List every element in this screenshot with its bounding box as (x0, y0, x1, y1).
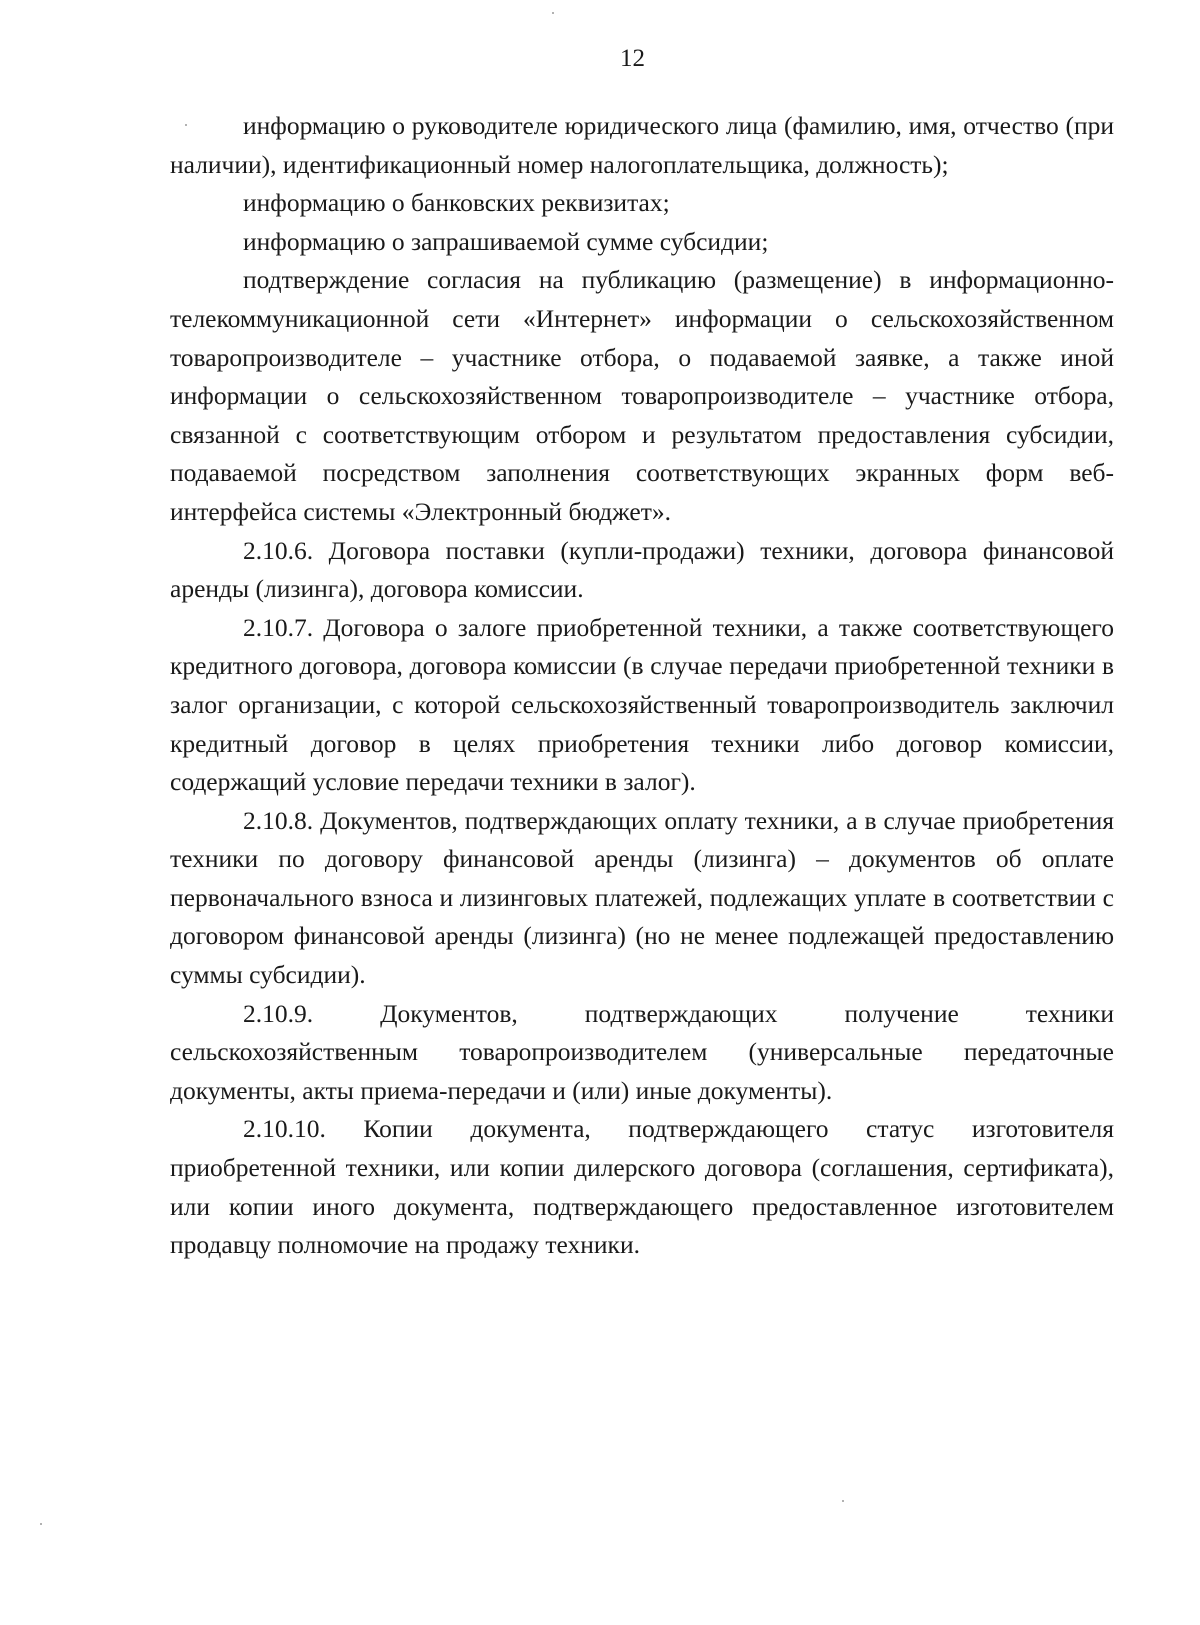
scan-speck (185, 124, 187, 126)
document-body (170, 107, 1114, 1265)
paragraph-publication-consent: подтверждение согласия на публикацию (размещение) в информационно-телекоммуникационной сети «Интернет» информации о сельскохозяйственном товаропроизводителе – участнике отбора, о подаваемой заявке, а также иной информации о сельскохозяйственном товаропроизводителе – участнике отбора, связанной с соответствующим отбором и результатом предоставления субсидии, подаваемой посредством заполнения соответствующих экранных форм веб-интерфейса системы «Электронный бюджет». (170, 265, 1114, 526)
page-number: 12 (620, 45, 645, 72)
paragraph-2-10-10: 2.10.10. Копии документа, подтверждающего статус изготовителя приобретенной техники, или копии дилерского договора (соглашения, сертификата), или копии иного документа, подтверждающего предоставленное изготовителем продавцу полномочие на продажу техники. (170, 1114, 1114, 1260)
paragraph-2-10-9: 2.10.9. Документов, подтверждающих получение техники сельскохозяйственным товаропроизводителем (универсальные передаточные документы, акты приема-передачи и (или) иные документы). (170, 998, 1114, 1105)
paragraph-2-10-8: 2.10.8. Документов, подтверждающих оплату техники, а в случае приобретения техники по договору финансовой аренды (лизинга) – документов об оплате первоначального взноса и лизинговых платежей, подлежащих уплате в соответствии с договором финансовой аренды (лизинга) (но не менее подлежащей предоставлению суммы субсидии). (170, 805, 1114, 990)
paragraph-2-10-6: 2.10.6. Договора поставки (купли-продажи) техники, договора финансовой аренды (лизинга), договора комиссии. (170, 535, 1114, 604)
scan-speck (40, 1523, 42, 1525)
paragraph-2-10-7: 2.10.7. Договора о залоге приобретенной техники, а также соответствующего кредитного договора, договора комиссии (в случае передачи приобретенной техники в залог организации, с которой сельскохозяйственный товаропроизводитель заключил кредитный договор в целях приобретения техники либо договор комиссии, содержащий условие передачи техники в залог). (170, 612, 1114, 797)
scan-speck (552, 12, 554, 14)
paragraph-head-info: информацию о руководителе юридического лица (фамилию, имя, отчество (при наличии), идентификационный номер налогоплательщика, должность); (170, 111, 1114, 179)
paragraph-subsidy-amount: информацию о запрашиваемой сумме субсидии; (243, 226, 769, 256)
paragraph-bank-details: информацию о банковских реквизитах; (243, 188, 670, 218)
scan-speck (842, 1500, 844, 1502)
